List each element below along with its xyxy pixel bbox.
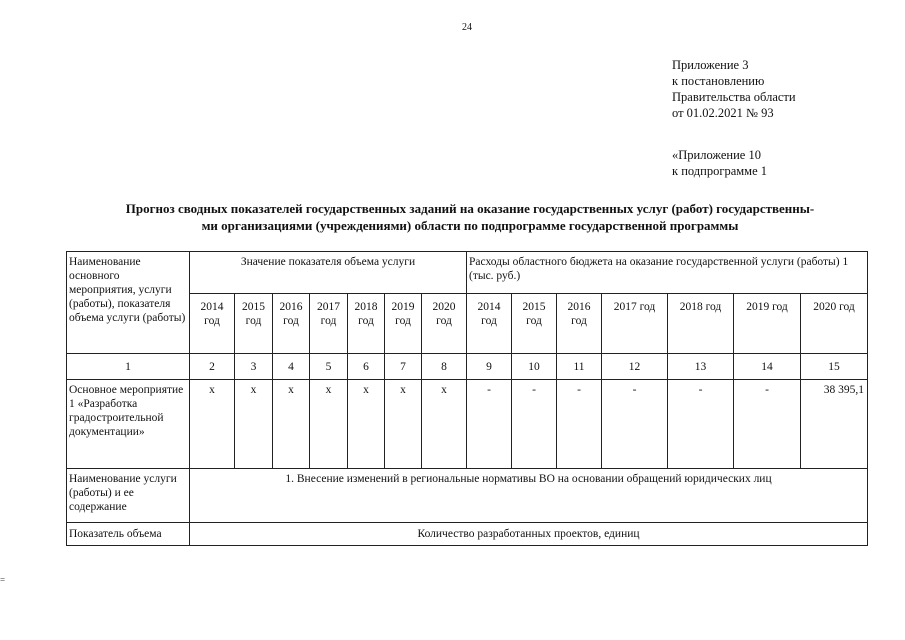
- sub-appendix-block: [672, 147, 767, 179]
- column-number-cell: 10: [512, 354, 557, 380]
- forecast-table: [66, 251, 868, 546]
- sub-appendix-line: «Приложение 10: [672, 148, 761, 162]
- expense-year-cell: 2018 год: [668, 294, 734, 354]
- expense-year-cell: 2014 год: [467, 294, 512, 354]
- document-title: [40, 200, 900, 234]
- column-number-cell: 1: [67, 354, 190, 380]
- volume-value-cell: х: [235, 380, 273, 469]
- column-number-cell: 15: [801, 354, 868, 380]
- volume-year-cell: 2016 год: [273, 294, 310, 354]
- indicator-label-cell: Показатель объема: [67, 523, 190, 546]
- column-number-cell: 12: [602, 354, 668, 380]
- side-mark: =: [0, 575, 6, 585]
- expense-value-cell: -: [512, 380, 557, 469]
- expense-value-cell: -: [467, 380, 512, 469]
- header-volume-cell: Значение показателя объема услуги: [190, 252, 467, 294]
- volume-year-cell: 2017 год: [310, 294, 348, 354]
- volume-value-cell: х: [190, 380, 235, 469]
- appendix-line: к постановлению: [672, 74, 765, 88]
- title-line: Прогноз сводных показателей государственных заданий на оказание государственных услуг (работ) государственны-: [125, 201, 815, 216]
- title-line: ми организациями (учреждениями) области по подпрограмме государственной программы: [201, 218, 739, 233]
- event-name-cell: Основное мероприятие 1 «Разработка градостроительной документации»: [67, 380, 190, 469]
- table-header-row: [67, 252, 868, 294]
- expense-year-cell: 2019 год: [734, 294, 801, 354]
- service-row: [67, 469, 868, 523]
- column-number-cell: 9: [467, 354, 512, 380]
- service-label-cell: Наименование услуги (работы) и ее содержание: [67, 469, 190, 523]
- page-number: 24: [462, 22, 472, 33]
- expense-year-cell: 2015 год: [512, 294, 557, 354]
- volume-value-cell: х: [348, 380, 385, 469]
- column-number-row: [67, 354, 868, 380]
- expense-value-cell: -: [734, 380, 801, 469]
- column-number-cell: 3: [235, 354, 273, 380]
- volume-year-cell: 2018 год: [348, 294, 385, 354]
- expense-year-cell: 2020 год: [801, 294, 868, 354]
- expense-value-cell: -: [668, 380, 734, 469]
- expense-value-cell: 38 395,1: [801, 380, 868, 469]
- column-number-cell: 2: [190, 354, 235, 380]
- volume-value-cell: х: [422, 380, 467, 469]
- volume-value-cell: х: [310, 380, 348, 469]
- column-number-cell: 11: [557, 354, 602, 380]
- indicator-value-cell: Количество разработанных проектов, единиц: [190, 523, 868, 546]
- service-value-cell: 1. Внесение изменений в региональные нормативы ВО на основании обращений юридических лиц: [190, 469, 868, 523]
- column-number-cell: 13: [668, 354, 734, 380]
- column-number-cell: 14: [734, 354, 801, 380]
- forecast-table-wrapper: [66, 251, 868, 546]
- column-number-cell: 7: [385, 354, 422, 380]
- appendix-block: [672, 57, 796, 121]
- header-expense-cell: Расходы областного бюджета на оказание государственной услуги (работы) 1 (тыс. руб.): [467, 252, 868, 294]
- expense-year-cell: 2017 год: [602, 294, 668, 354]
- volume-year-cell: 2014 год: [190, 294, 235, 354]
- volume-year-cell: 2020 год: [422, 294, 467, 354]
- sub-appendix-line: к подпрограмме 1: [672, 164, 767, 178]
- volume-value-cell: х: [385, 380, 422, 469]
- appendix-line: от 01.02.2021 № 93: [672, 106, 774, 120]
- appendix-line: Приложение 3: [672, 58, 749, 72]
- header-name-cell: Наименование основного мероприятия, услуги (работы), показателя объема услуги (работы): [67, 252, 190, 354]
- column-number-cell: 8: [422, 354, 467, 380]
- column-number-cell: 4: [273, 354, 310, 380]
- event-row: [67, 380, 868, 469]
- column-number-cell: 6: [348, 354, 385, 380]
- indicator-row: [67, 523, 868, 546]
- column-number-cell: 5: [310, 354, 348, 380]
- volume-value-cell: х: [273, 380, 310, 469]
- expense-year-cell: 2016 год: [557, 294, 602, 354]
- expense-value-cell: -: [557, 380, 602, 469]
- expense-value-cell: -: [602, 380, 668, 469]
- volume-year-cell: 2015 год: [235, 294, 273, 354]
- appendix-line: Правительства области: [672, 90, 796, 104]
- volume-year-cell: 2019 год: [385, 294, 422, 354]
